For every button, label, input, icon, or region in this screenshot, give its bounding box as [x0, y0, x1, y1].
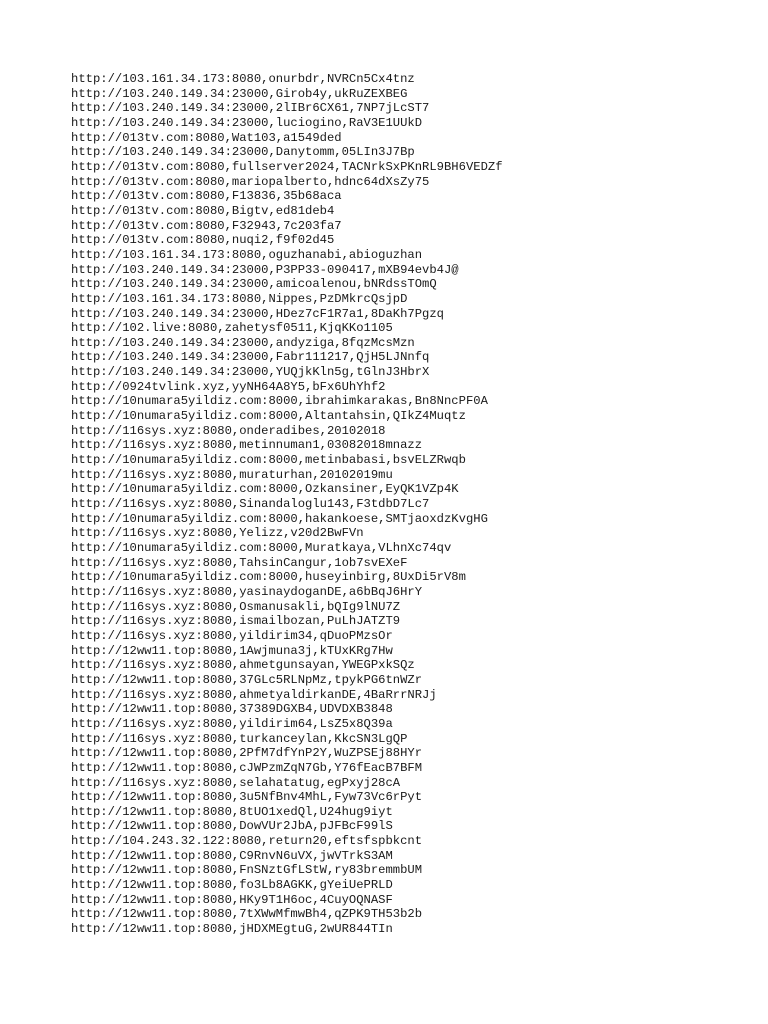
text-line: http://116sys.xyz:8080,Sinandaloglu143,F3tdbD7Lc7	[71, 497, 430, 512]
text-line: http://103.240.149.34:23000,Danytomm,05LIn3J7Bp	[71, 145, 415, 160]
text-line: http://103.240.149.34:23000,HDez7cF1R7a1,8DaKh7Pgzq	[71, 306, 444, 321]
text-line: http://103.161.34.173:8080,Nippes,PzDMkrcQsjpD	[71, 291, 408, 306]
text-line: http://116sys.xyz:8080,yasinaydoganDE,a6bBqJ6HrY	[71, 584, 423, 599]
text-line: http://12ww11.top:8080,2PfM7dfYnP2Y,WuZPSEj88HYr	[71, 746, 423, 761]
text-line: http://103.240.149.34:23000,andyziga,8fqzMcsMzn	[71, 335, 415, 350]
text-line: http://116sys.xyz:8080,selahatatug,egPxyj28cA	[71, 775, 401, 790]
text-line: http://103.240.149.34:23000,YUQjkKln5g,tGlnJ3HbrX	[71, 365, 430, 380]
text-line: http://116sys.xyz:8080,TahsinCangur,1ob7svEXeF	[71, 555, 408, 570]
text-line: http://10numara5yildiz.com:8000,hakankoese,SMTjaoxdzKvgHG	[71, 511, 488, 526]
text-line: http://013tv.com:8080,F13836,35b68aca	[71, 189, 342, 204]
text-line: http://116sys.xyz:8080,ahmetgunsayan,YWEGPxkSQz	[71, 658, 415, 673]
text-line: http://116sys.xyz:8080,metinnuman1,03082018mnazz	[71, 438, 423, 453]
text-line: http://12ww11.top:8080,jHDXMEgtuG,2wUR844TIn	[71, 922, 393, 937]
text-line: http://116sys.xyz:8080,Yelizz,v20d2BwFVn	[71, 526, 364, 541]
credential-list	[71, 72, 751, 937]
text-line: http://12ww11.top:8080,1Awjmuna3j,kTUxKRg7Hw	[71, 643, 393, 658]
text-line: http://102.live:8080,zahetysf0511,KjqKKo1105	[71, 321, 393, 336]
text-line: http://10numara5yildiz.com:8000,huseyinbirg,8UxDi5rV8m	[71, 570, 466, 585]
text-line: http://12ww11.top:8080,cJWPzmZqN7Gb,Y76fEacB7BFM	[71, 760, 423, 775]
text-line: http://116sys.xyz:8080,ahmetyaldirkanDE,4BaRrrNRJj	[71, 687, 437, 702]
text-line: http://013tv.com:8080,Bigtv,ed81deb4	[71, 203, 335, 218]
text-line: http://103.240.149.34:23000,2lIBr6CX61,7NP7jLcST7	[71, 101, 430, 116]
text-line: http://12ww11.top:8080,7tXWwMfmwBh4,qZPK9TH53b2b	[71, 907, 423, 922]
text-line: http://103.240.149.34:23000,Fabr111217,QjH5LJNnfq	[71, 350, 430, 365]
text-line: http://12ww11.top:8080,8tUO1xedQl,U24hug9iyt	[71, 804, 393, 819]
text-line: http://116sys.xyz:8080,yildirim64,LsZ5x8Q39a	[71, 716, 393, 731]
text-line: http://116sys.xyz:8080,muraturhan,20102019mu	[71, 467, 393, 482]
text-line: http://013tv.com:8080,nuqi2,f9f02d45	[71, 233, 335, 248]
text-line: http://10numara5yildiz.com:8000,metinbabasi,bsvELZRwqb	[71, 453, 466, 468]
text-line: http://116sys.xyz:8080,turkanceylan,KkcSN3LgQP	[71, 731, 408, 746]
text-line: http://12ww11.top:8080,FnSNztGfLStW,ry83bremmbUM	[71, 863, 423, 878]
text-line: http://12ww11.top:8080,37GLc5RLNpMz,tpykPG6tnWZr	[71, 672, 423, 687]
text-line: http://12ww11.top:8080,fo3Lb8AGKK,gYeiUePRLD	[71, 878, 393, 893]
text-line: http://103.161.34.173:8080,onurbdr,NVRCn5Cx4tnz	[71, 72, 415, 86]
text-line: http://103.240.149.34:23000,amicoalenou,bNRdssTOmQ	[71, 277, 437, 292]
text-line: http://013tv.com:8080,mariopalberto,hdnc64dXsZy75	[71, 174, 430, 189]
text-line: http://12ww11.top:8080,37389DGXB4,UDVDXB3848	[71, 702, 393, 717]
text-line: http://104.243.32.122:8080,return20,eftsfspbkcnt	[71, 834, 423, 849]
text-line: http://116sys.xyz:8080,ismailbozan,PuLhJATZT9	[71, 614, 401, 629]
text-line: http://013tv.com:8080,F32943,7c203fa7	[71, 218, 342, 233]
text-line: http://10numara5yildiz.com:8000,Ozkansiner,EyQK1VZp4K	[71, 482, 459, 497]
text-line: http://103.240.149.34:23000,Girob4y,ukRuZEXBEG	[71, 86, 408, 101]
text-line: http://103.161.34.173:8080,oguzhanabi,abioguzhan	[71, 247, 423, 262]
text-line: http://116sys.xyz:8080,Osmanusakli,bQIg9lNU7Z	[71, 599, 401, 614]
text-line: http://10numara5yildiz.com:8000,Altantahsin,QIkZ4Muqtz	[71, 409, 466, 424]
text-line: http://10numara5yildiz.com:8000,ibrahimkarakas,Bn8NncPF0A	[71, 394, 488, 409]
text-line: http://116sys.xyz:8080,yildirim34,qDuoPMzsOr	[71, 628, 393, 643]
text-line: http://12ww11.top:8080,C9RnvN6uVX,jwVTrkS3AM	[71, 848, 393, 863]
text-line: http://0924tvlink.xyz,yyNH64A8Y5,bFx6UhYhf2	[71, 379, 386, 394]
text-line: http://12ww11.top:8080,DowVUr2JbA,pJFBcF99lS	[71, 819, 393, 834]
text-line: http://116sys.xyz:8080,onderadibes,20102018	[71, 423, 386, 438]
text-line: http://10numara5yildiz.com:8000,Muratkaya,VLhnXc74qv	[71, 541, 452, 555]
text-line: http://013tv.com:8080,Wat103,a1549ded	[71, 130, 342, 145]
text-line: http://103.240.149.34:23000,P3PP33-090417,mXB94evb4J@	[71, 262, 459, 277]
text-line: http://12ww11.top:8080,HKy9T1H6oc,4CuyOQNASF	[71, 892, 393, 907]
text-line: http://12ww11.top:8080,3u5NfBnv4MhL,Fyw73Vc6rPyt	[71, 790, 423, 805]
text-line: http://103.240.149.34:23000,luciogino,RaV3E1UUkD	[71, 115, 423, 130]
text-line: http://013tv.com:8080,fullserver2024,TACNrkSxPKnRL9BH6VEDZf	[71, 159, 503, 174]
